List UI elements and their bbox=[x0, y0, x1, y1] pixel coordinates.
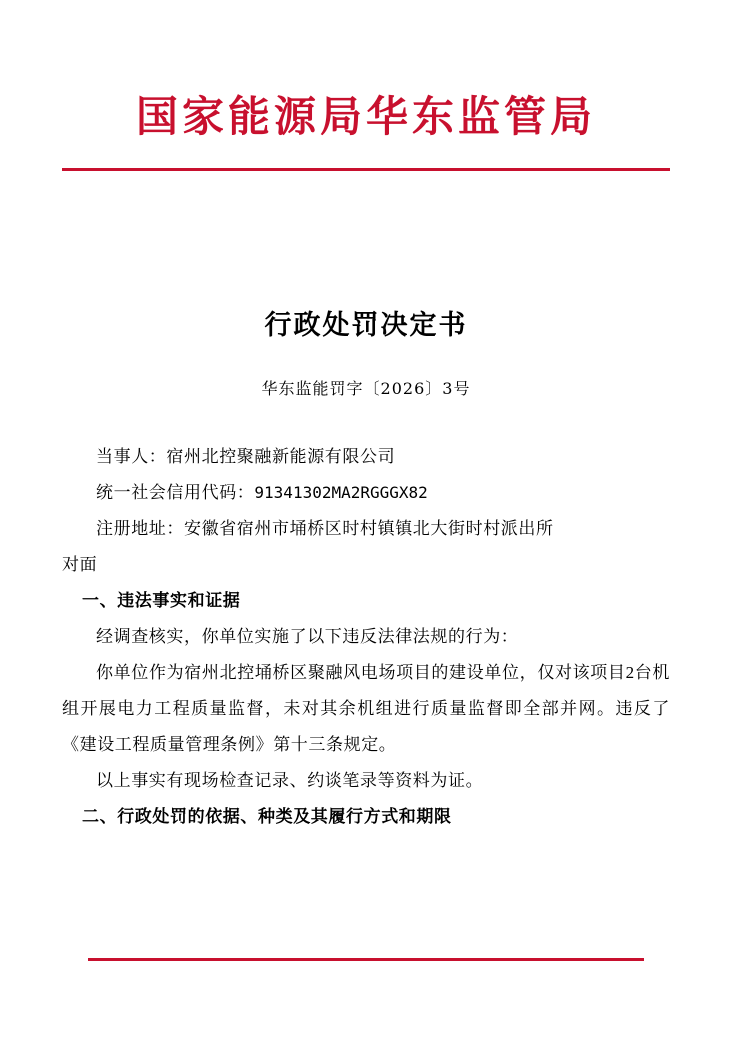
letterhead bbox=[62, 0, 670, 171]
section-heading-1: 一、违法事实和证据 bbox=[82, 591, 241, 611]
party-name-value: 宿州北控聚融新能源有限公司 bbox=[166, 447, 396, 467]
party-name-label: 当事人： bbox=[96, 447, 167, 467]
letterhead-organization: 国家能源局华东监管局 bbox=[135, 92, 596, 141]
footer-divider bbox=[88, 958, 644, 961]
address-label: 注册地址： bbox=[96, 519, 184, 539]
address-line bbox=[62, 511, 670, 547]
address-line-continued: 对面 bbox=[62, 555, 98, 575]
section-1-paragraph-3: 以上事实有现场检查记录、约谈笔录等资料为证。 bbox=[96, 771, 484, 791]
section-1-paragraph-2: 你单位作为宿州北控埇桥区聚融风电场项目的建设单位，仅对该项目2台机组开展电力工程质量监督，未对其余机组进行质量监督即全部并网。违反了《建设工程质量管理条例》第十三条规定。 bbox=[62, 663, 670, 755]
credit-code-line bbox=[62, 475, 670, 511]
section-1-paragraph-1: 经调查核实，你单位实施了以下违反法律法规的行为： bbox=[96, 627, 519, 647]
letterhead-divider bbox=[62, 168, 670, 171]
document-body bbox=[62, 439, 670, 835]
page-title: 行政处罚决定书 bbox=[264, 310, 468, 341]
credit-code-value: 91341302MA2RGGGX82 bbox=[254, 483, 428, 503]
section-heading-2: 二、行政处罚的依据、种类及其履行方式和期限 bbox=[82, 807, 452, 827]
address-value: 安徽省宿州市埇桥区时村镇镇北大街时村派出所 bbox=[184, 519, 554, 539]
document-number: 华东监能罚字〔2026〕3号 bbox=[261, 379, 471, 399]
credit-code-label: 统一社会信用代码： bbox=[96, 483, 255, 503]
party-name-line bbox=[62, 439, 670, 475]
